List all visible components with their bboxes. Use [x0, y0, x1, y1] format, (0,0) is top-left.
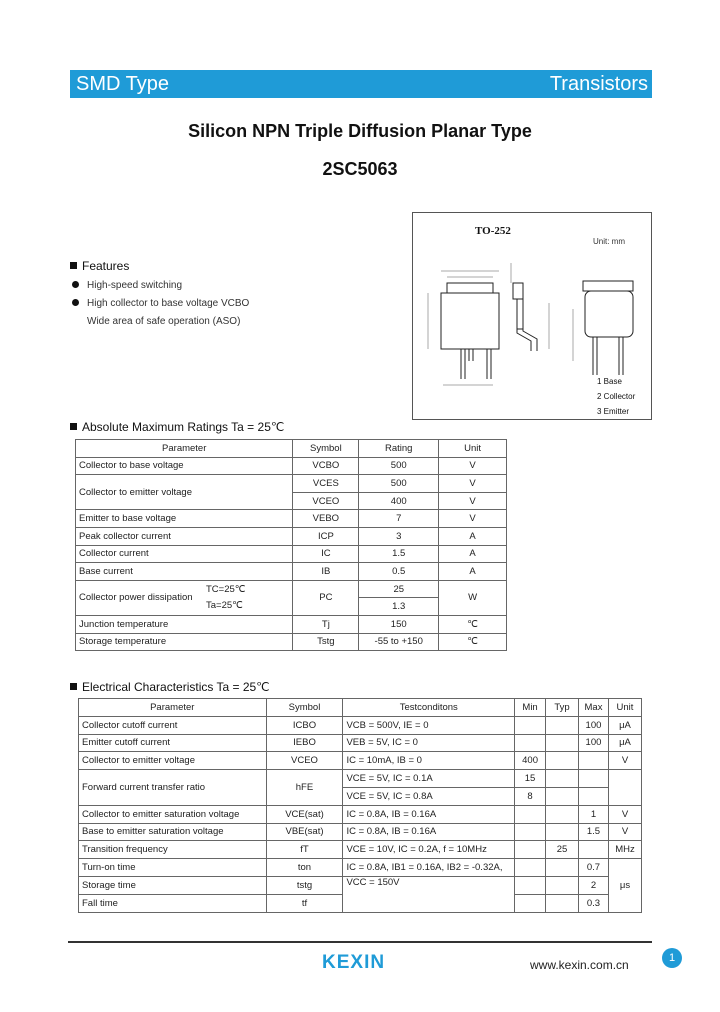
table-row: Collector to emitter voltage VCES 500 V [76, 475, 507, 493]
table-header-row: Parameter Symbol Testconditons Min Typ Max Unit [79, 699, 642, 717]
package-outline-svg [413, 213, 651, 419]
table-row: Peak collector current ICP 3 A [76, 527, 507, 545]
bullet-icon [72, 281, 79, 288]
table-row: Emitter to base voltage VEBO 7 V [76, 510, 507, 528]
package-drawing [412, 212, 652, 420]
table-row: Emitter cutoff current IEBO VEB = 5V, IC = 0 100 μA [79, 734, 642, 752]
elec-heading: Electrical Characteristics Ta = 25℃ [70, 680, 270, 694]
table-row: Storage time tstg VCC = 150V 2 [79, 876, 642, 894]
footer-divider [68, 941, 652, 943]
table-row: VCEO 400 V [76, 492, 507, 510]
table-row: Storage temperature Tstg -55 to +150 ℃ [76, 633, 507, 651]
table-row: Collector cutoff current ICBO VCB = 500V, IE = 0 100 μA [79, 716, 642, 734]
table-row: Collector to emitter saturation voltage VCE(sat) IC = 0.8A, IB = 0.16A 1 V [79, 805, 642, 823]
feature-item: Wide area of safe operation (ASO) [87, 316, 241, 327]
elec-table [78, 698, 642, 913]
footer-url[interactable]: www.kexin.com.cn [530, 958, 629, 972]
table-row: Fall time tf 0.3 [79, 894, 642, 912]
table-row: Collector power dissipation TC=25℃ Ta=25℃ PC 25 W [76, 580, 507, 598]
square-bullet-icon [70, 683, 77, 690]
page-number: 1 [662, 948, 682, 968]
abs-max-table [75, 439, 507, 651]
doc-type: SMD Type [76, 73, 169, 95]
table-row: Junction temperature Tj 150 ℃ [76, 615, 507, 633]
table-row: Forward current transfer ratio hFE VCE = 5V, IC = 0.1A 15 [79, 770, 642, 788]
table-row: Collector to base voltage VCBO 500 V [76, 457, 507, 475]
doc-category: Transistors [549, 73, 648, 95]
package-unit: Unit: mm [593, 237, 625, 246]
table-row: Transition frequency fT VCE = 10V, IC = 0.2A, f = 10MHz 25 MHz [79, 841, 642, 859]
kexin-logo: KEXIN [322, 952, 386, 973]
table-row: Base current IB 0.5 A [76, 563, 507, 581]
table-row: Base to emitter saturation voltage VBE(sat) IC = 0.8A, IB = 0.16A 1.5 V [79, 823, 642, 841]
part-number: 2SC5063 [322, 159, 398, 179]
header-banner [70, 70, 652, 98]
pin-2-label: 2 Collector [597, 392, 636, 401]
pin-3-label: 3 Emitter [597, 407, 630, 416]
package-name: TO-252 [475, 225, 511, 237]
table-header-row: Parameter Symbol Rating Unit [76, 440, 507, 458]
square-bullet-icon [70, 423, 77, 430]
table-row: 1.3 [76, 598, 507, 616]
table-row: Turn-on time ton IC = 0.8A, IB1 = 0.16A, IB2 = -0.32A, 0.7 μs [79, 859, 642, 877]
abs-max-heading: Absolute Maximum Ratings Ta = 25℃ [70, 420, 284, 434]
table-row: VCE = 5V, IC = 0.8A 8 [79, 787, 642, 805]
feature-item: High collector to base voltage VCBO [72, 298, 249, 309]
table-row: Collector to emitter voltage VCEO IC = 10mA, IB = 0 400 V [79, 752, 642, 770]
pin-1-label: 1 Base [597, 377, 622, 386]
page-title: Silicon NPN Triple Diffusion Planar Type [188, 121, 532, 141]
feature-item: High-speed switching [72, 280, 182, 291]
bullet-icon [72, 299, 79, 306]
square-bullet-icon [70, 262, 77, 269]
table-row: Collector current IC 1.5 A [76, 545, 507, 563]
features-heading: Features [70, 259, 129, 273]
